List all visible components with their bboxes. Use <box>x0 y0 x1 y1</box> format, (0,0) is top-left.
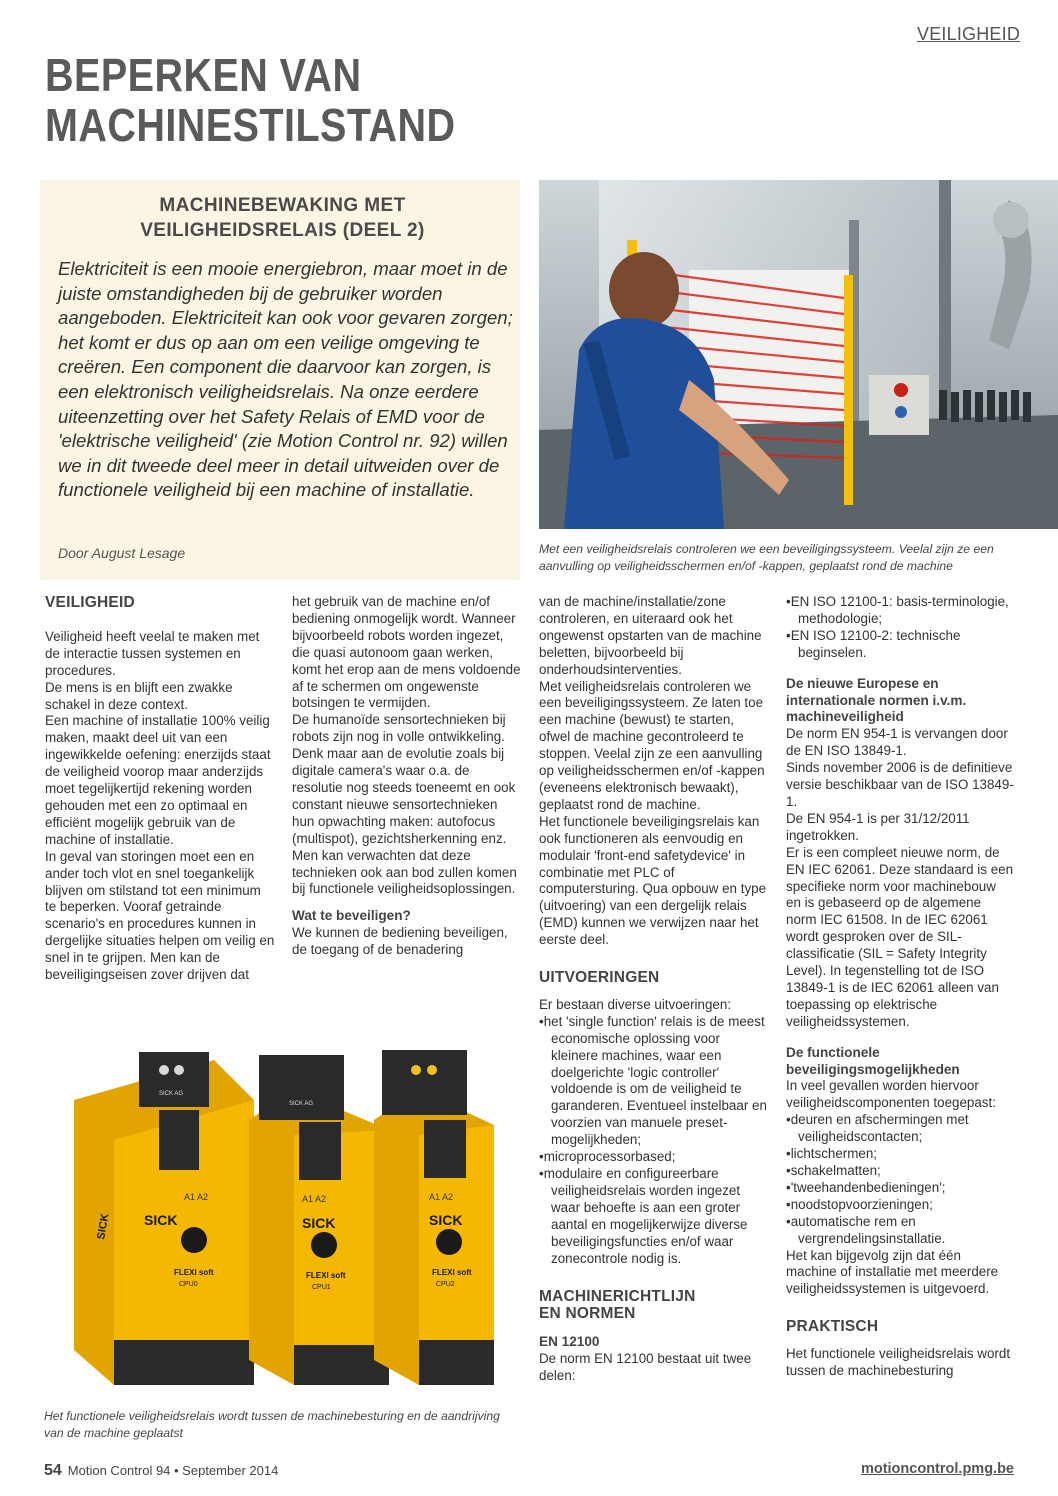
col4-paragraph-6: Het kan bijgevolg zijn dat één machine of installatie met meerdere veiligheidssystemen is uitgevoerd. <box>786 1247 999 1297</box>
en-12100-item: •EN ISO 12100-2: technische beginselen. <box>786 627 961 660</box>
intro-heading-line-2: VEILIGHEIDSRELAIS (DEEL 2) <box>140 220 425 241</box>
footer-left <box>44 1462 278 1480</box>
module-terminal: A1 A2 <box>302 1194 327 1204</box>
module-label: SICK AG <box>289 1101 314 1107</box>
col1-paragraph-4: In geval van storingen moet een en ander toch vlot en snel toegankelijk blijven om stilstand tot een minimum te beperken. Vooraf getrainde scenario's en procedures kunnen in dergelijke situaties helpen om veilig en snel in te grijpen. Men kan de beveiligingseisen zover drijven dat <box>45 848 275 983</box>
col4-paragraph-7: Het functionele veiligheidsrelais wordt tussen de machinebesturing <box>786 1346 1011 1379</box>
section-tag: VEILIGHEID <box>917 24 1021 44</box>
col4-paragraph-5: In veel gevallen worden hiervoor veiligheidscomponenten toegepast: <box>786 1078 996 1111</box>
side-brand: SICK <box>95 1212 112 1241</box>
title-line-2: MACHINESTILSTAND <box>45 99 456 151</box>
module-terminal: A1 A2 <box>184 1192 209 1202</box>
uitvoeringen-item: •modulaire en configureerbare veiligheidsrelais worden ingezet waar behoefte is aan een groter aantal en mogelijkerwijze diverse beveiligingsfuncties en/of waar zonecontrole nodig is. <box>539 1166 748 1266</box>
figure-2-caption: Het functionele veiligheidsrelais wordt tussen de machinebesturing en de aandrijving van de machine geplaatst <box>44 1409 500 1440</box>
module-label: SICK AG <box>159 1091 184 1097</box>
heading-veiligheid: VEILIGHEID <box>45 594 135 611</box>
col3-paragraph-2: Met veiligheidsrelais controleren we een beveiligingssysteem. Ze laten toe een machine (bewust) te starten, ofwel de machine gecontroleerd te stoppen. Veelal zijn ze een aanvulling op veiligheidsschermen en/of -kappen (eveneens elektronisch bewaakt), geplaatst rond de machine. <box>539 678 765 812</box>
title-line-1: BEPERKEN VAN <box>45 49 362 101</box>
col2-paragraph-2: De humanoïde sensortechnieken bij robots zijn nog in volle ontwikkeling. Denk maar aan de evolutie zoals bij digitale camera's waar o.a. de resolutie nog steeds toeneemt en ook constant nieuwe sensortechnieken hun opwachting maken: autofocus (multispot), gezichtsherkenning enz. Men kan verwachten dat deze technieken ook aan bod zullen komen bij functionele veiligheidsoplossingen. <box>292 712 517 897</box>
website-link[interactable]: motioncontrol.pmg.be <box>860 1461 1014 1477</box>
intro-text: Elektriciteit is een mooie energiebron, maar moet in de juiste omstandigheden bij de gebruiker worden aangeboden. Elektriciteit kan ook voor gevaren zorgen; het komt er dus op aan om een veilige omgeving te creëren. Een component die daarvoor kan zorgen, is een elektronisch veiligheidsrelais. Na onze eerdere uiteenzetting over het Safety Relais of EMD voor de 'elektrische veiligheid' (zie Motion Control nr. 92) willen we in dit tweede deel meer in detail uitweiden over de functionele veiligheid bij een machine of installatie. <box>58 258 513 501</box>
en-12100-item: •EN ISO 12100-1: basis-terminologie, methodologie; <box>786 594 1009 626</box>
col1-paragraph-3: Een machine of installatie 100% veilig maken, maakt deel uit van een ingewikkelde oefening: enerzijds staat de veiligheid voorop maar anderzijds moet tegelijkertijd rekening worden gehouden met een zo optimaal en efficiënt mogelijk gebruik van de machine of installatie. <box>45 713 271 847</box>
col1-paragraph-2: De mens is en blijft een zwakke schakel in deze context. <box>45 679 233 712</box>
component-item: •automatische rem en vergrendelingsinstallatie. <box>786 1213 946 1246</box>
col1-paragraph-1: Veiligheid heeft veelal te maken met de interactie tussen systemen en procedures. <box>45 628 260 678</box>
module-brand: SICK <box>144 1212 178 1228</box>
module-product: FLEXI soft <box>174 1268 214 1277</box>
intro-heading <box>60 193 505 243</box>
magazine-info: Motion Control 94 • September 2014 <box>67 1463 279 1478</box>
uitvoeringen-item: •microprocessorbased; <box>539 1149 676 1165</box>
module-model: CPU1 <box>312 1284 331 1291</box>
col4-paragraph-1: De norm EN 954-1 is vervangen door de EN ISO 13849-1. <box>786 726 1008 759</box>
col2-paragraph-3: We kunnen de bediening beveiligen, de toegang of de benadering <box>292 925 508 958</box>
module-product: FLEXI soft <box>432 1268 472 1277</box>
component-item: •noodstopvoorzieningen; <box>786 1196 933 1212</box>
col4-paragraph-2: Sinds november 2006 is de definitieve versie beschikbaar van de ISO 13849-1. <box>786 760 1014 809</box>
col4-paragraph-4: Er is een compleet nieuwe norm, de EN IEC 62061. Deze standaard is een specifieke norm voor machinebouw en is gebaseerd op de algemene norm IEC 61508. In de IEC 62061 wordt gesproken over de SIL-classificatie (SIL = Safety Integrity Level). In tegenstelling tot de ISO 13849-1 is de IEC 62061 alleen van toepassing op elektrische veiligheidssystemen. <box>786 844 1014 1029</box>
figure-1-caption: Met een veiligheidsrelais controleren we een beveiligingssysteem. Veelal zijn ze een aanvulling op veiligheidsschermen en/of -kappen, geplaatst rond de machine <box>539 542 994 573</box>
heading-machinerichtlijn-line-2: EN NORMEN <box>539 1305 636 1323</box>
uitvoeringen-intro: Er bestaan diverse uitvoeringen: <box>539 996 732 1012</box>
uitvoeringen-item: •het 'single function' relais is de meest economische oplossing voor kleinere machines, waar een doelgerichte 'logic controller' voldoende is om de veiligheid te garanderen. Eventueel instelbaar en voorzien van manuele preset-mogelijkheden; <box>539 1013 767 1148</box>
module-model: CPU2 <box>436 1281 455 1288</box>
worker-light-curtain-photo <box>539 180 1058 529</box>
component-item: •lichtschermen; <box>786 1146 878 1162</box>
component-item: •schakelmatten; <box>786 1163 881 1178</box>
safety-relay-photo <box>44 1040 512 1395</box>
heading-uitvoeringen: UITVOERINGEN <box>539 969 660 987</box>
col2-paragraph-1: het gebruik van de machine en/of bediening onmogelijk wordt. Wanneer bijvoorbeeld robots worden ingezet, die quasi autonoom gaan werken, komt het erop aan de mens voldoende af te schermen om ongewenste botsingen te vermijden. <box>292 594 521 711</box>
component-item: •'tweehandenbedieningen'; <box>786 1179 946 1195</box>
module-brand: SICK <box>429 1212 463 1228</box>
column-1 <box>45 595 275 984</box>
author-line: Door August Lesage <box>58 545 186 561</box>
page-title <box>45 50 527 150</box>
col3-paragraph-3: Het functionele beveiligingsrelais kan ook functioneren als eenvoudig en modulair 'front-end safetydevice' in combinatie met PLC of computersturing. Qua opbouw en type (uitvoering) van een dergelijk relais (EMD) kunnen we verwijzen naar het eerste deel. <box>539 813 767 948</box>
heading-nieuwe-normen: De nieuwe Europese en internationale normen i.v.m. machineveiligheid <box>786 675 967 725</box>
heading-functionele-mogelijkheden: De functionele beveiligingsmogelijkheden <box>786 1044 960 1077</box>
col3-paragraph-1: van de machine/installatie/zone controleren, en uiteraard ook het ongewenst opstarten van de machine beletten, bijvoorbeeld bij onderhoudsinterventies. <box>539 594 762 677</box>
en-12100-text: De norm EN 12100 bestaat uit twee delen: <box>539 1351 752 1384</box>
heading-machinerichtlijn <box>539 1288 767 1322</box>
col4-paragraph-3: De EN 954-1 is per 31/12/2011 ingetrokken. <box>786 810 970 843</box>
intro-heading-line-1: MACHINEBEWAKING MET <box>159 195 406 216</box>
page-number: 54 <box>44 1462 62 1479</box>
heading-machinerichtlijn-line-1: MACHINERICHTLIJN <box>539 1288 696 1306</box>
column-4 <box>786 594 1014 1380</box>
heading-wat-te-beveiligen: Wat te beveiligen? <box>292 908 411 924</box>
module-terminal: A1 A2 <box>429 1192 454 1202</box>
module-model: CPU0 <box>179 1281 198 1288</box>
module-product: FLEXI soft <box>306 1271 346 1280</box>
heading-praktisch: PRAKTISCH <box>786 1318 879 1336</box>
column-2 <box>292 594 522 959</box>
component-item: •deuren en afschermingen met veiligheidscontacten; <box>786 1112 969 1145</box>
column-3 <box>539 594 767 1385</box>
module-brand: SICK <box>302 1215 336 1231</box>
heading-en-12100: EN 12100 <box>539 1334 600 1350</box>
